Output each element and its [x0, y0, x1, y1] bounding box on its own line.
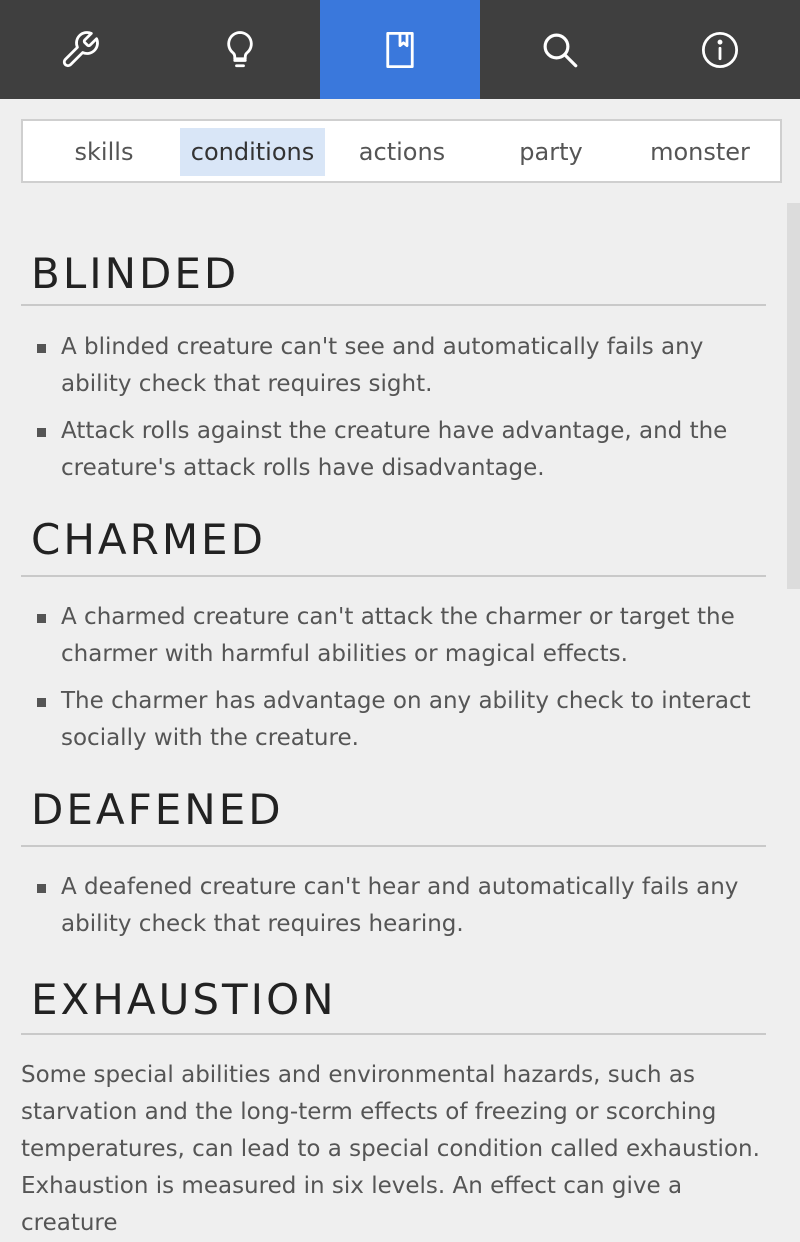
list-item: The charmer has advantage on any ability check to interact socially with the creature. [21, 683, 766, 757]
condition-title: CHARMED [21, 487, 766, 577]
info-icon [699, 29, 741, 71]
bullet-icon [37, 428, 46, 437]
condition-deafened [21, 757, 766, 943]
condition-exhaustion [21, 943, 766, 1242]
condition-blinded [21, 203, 766, 487]
tab-monster[interactable]: monster [650, 138, 750, 166]
subnav-tabs [21, 119, 782, 183]
wrench-icon [59, 29, 101, 71]
condition-title: DEAFENED [21, 757, 766, 847]
condition-charmed [21, 487, 766, 757]
search-tab-button[interactable] [480, 0, 640, 99]
top-toolbar [0, 0, 800, 99]
list-item: Attack rolls against the creature have advantage, and the creature's attack rolls have disadvantage. [21, 413, 766, 487]
tab-actions[interactable]: actions [358, 138, 446, 166]
condition-paragraph: Some special abilities and environmental hazards, such as starvation and the long-term effects of freezing or scorching temperatures, can lead to a special condition called exhaustion. Exhaustion is measured in six levels. An effect can give a creature [21, 1062, 760, 1236]
scrollbar-thumb[interactable] [787, 203, 800, 589]
bullet-icon [37, 344, 46, 353]
condition-title: BLINDED [21, 203, 766, 306]
bullet-icon [37, 884, 46, 893]
tab-skills[interactable]: skills [74, 138, 134, 166]
bullet-icon [37, 614, 46, 623]
bullet-icon [37, 698, 46, 707]
list-item: A charmed creature can't attack the charmer or target the charmer with harmful abilities or magical effects. [21, 599, 766, 673]
tab-party[interactable]: party [519, 138, 583, 166]
book-icon [379, 29, 421, 71]
list-item: A blinded creature can't see and automatically fails any ability check that requires sight. [21, 329, 766, 403]
tab-conditions[interactable]: conditions [180, 128, 325, 176]
conditions-list [21, 203, 766, 1242]
condition-title: EXHAUSTION [21, 943, 766, 1035]
search-icon [539, 29, 581, 71]
lightbulb-icon [219, 29, 261, 71]
info-tab-button[interactable] [640, 0, 800, 99]
reference-tab-button[interactable] [320, 0, 480, 99]
tips-tab-button[interactable] [160, 0, 320, 99]
list-item: A deafened creature can't hear and automatically fails any ability check that requires hearing. [21, 869, 766, 943]
tools-tab-button[interactable] [0, 0, 160, 99]
